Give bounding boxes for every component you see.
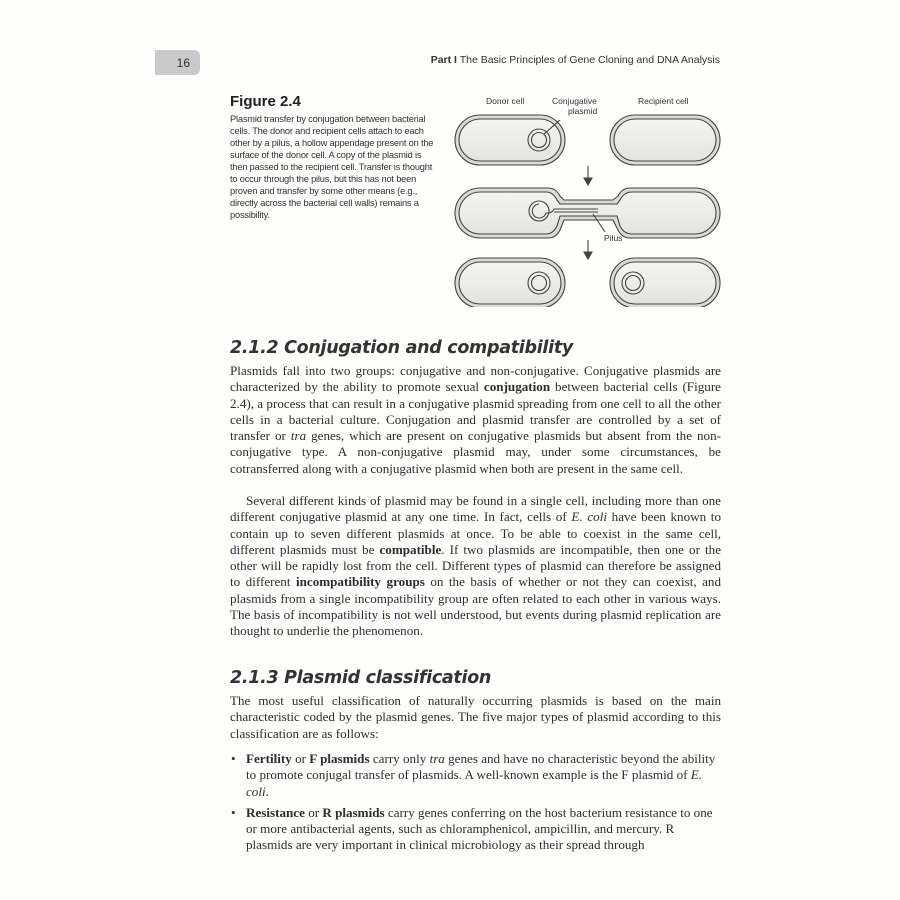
- text: genes, which are present on conjugative plasmids but absent from the non-conjugative type. A non-conjugative plasmid may, under some circumstances, be cotransferred along with a conjugative plasmid when both are present in the same cell.: [230, 428, 721, 476]
- label-plasmid: plasmid: [568, 106, 598, 116]
- paragraph-conjugation: [230, 363, 721, 477]
- figure-caption: Plasmid transfer by conjugation between bacterial cells. The donor and recipient cells attach to each other by a pilus, a hollow appendage present on the surface of the donor cell. A copy of the plasmid is then passed to the recipient cell. Transfer is thought to occur through the pilus, but this has not been proven and transfer by some other means (e.g., directly across the bacterial cell walls) remains a possibility.: [230, 114, 434, 220]
- paragraph-compatibility: [230, 493, 721, 640]
- term-fertility: Fertility: [246, 751, 292, 766]
- term-tra: tra: [290, 428, 307, 444]
- text: genes and have no characteristic beyond the ability to promote conjugal transfer of plasmids. A well-known example is the F plasmid of: [246, 751, 716, 783]
- conjugation-diagram-illustration: [448, 92, 738, 307]
- running-head: [380, 54, 720, 66]
- term-r-plasmids: R plasmids: [322, 804, 385, 820]
- text: carry only: [369, 751, 430, 766]
- text: or: [304, 804, 323, 820]
- term-resistance: Resistance: [246, 804, 305, 820]
- text: carry genes conferring on the host bacterium resistance to one or more antibacterial agents, such as chloramphenicol, ampicillin, and mercury. R plasmids are very important in clinical microbiology as their spread through: [246, 804, 713, 853]
- text: .: [265, 783, 269, 799]
- section-heading-2-1-3: 2.1.3 Plasmid classification: [230, 668, 492, 688]
- text: or: [291, 751, 310, 766]
- list-item-fertility: [230, 751, 721, 800]
- term-f-plasmids: F plasmids: [309, 751, 370, 766]
- term-compatible: compatible: [379, 541, 442, 557]
- term-incompatibility-groups: incompatibility groups: [295, 574, 425, 590]
- text: on the basis of whether or not they can coexist, and plasmids from a single incompatibility group are often related to each other in various ways. The basis of incompatibility is not well understood, but events during plasmid replication are thought to underlie the phenomenon.: [230, 574, 722, 639]
- section-heading-2-1-2: 2.1.2 Conjugation and compatibility: [230, 338, 573, 358]
- running-title: The Basic Principles of Gene Cloning and DNA Analysis: [459, 54, 720, 66]
- page-number: 16: [155, 50, 200, 75]
- label-conjugative: Conjugative: [552, 96, 597, 106]
- text: between bacterial cells (Figure 2.4), a process that can result in a conjugative plasmid spreading from one cell to all the other cells in a bacterial culture. Conjugation and plasmid transfer are controlled by a set of transfer or: [230, 379, 721, 444]
- text: . If two plasmids are incompatible, then one or the other will be rapidly lost from the cell. Different types of plasmid can therefore be assigned to different: [230, 541, 722, 590]
- term-e-coli: E. coli: [571, 509, 607, 525]
- text: have been known to contain up to seven different plasmids at once. To be able to coexist in the same cell, different plasmids must be: [230, 509, 721, 557]
- paragraph-classification: The most useful classification of naturally occurring plasmids is based on the main characteristic coded by the plasmid genes. The five major types of plasmid according to this classification are as follows:: [230, 693, 721, 741]
- figure-title: Figure 2.4: [230, 93, 301, 110]
- plasmid-types-list: [230, 751, 721, 859]
- label-recipient-cell: Recipient cell: [638, 96, 689, 106]
- term-tra: tra: [429, 751, 445, 766]
- text: Plasmids fall into two groups: conjugative and non-conjugative. Conjugative plasmids are characterized by the ability to promote sexual: [230, 363, 721, 395]
- label-pilus: Pilus: [604, 233, 623, 243]
- label-donor-cell: Donor cell: [486, 96, 525, 106]
- term-conjugation: conjugation: [483, 379, 551, 395]
- conjugation-diagram: [448, 92, 738, 307]
- part-label: Part I: [430, 54, 457, 66]
- list-item-resistance: [230, 805, 721, 854]
- term-e-coli: E. coli: [246, 767, 703, 799]
- text: Several different kinds of plasmid may be found in a single cell, including more than one different conjugative plasmid at any one time. In fact, cells of: [230, 493, 721, 525]
